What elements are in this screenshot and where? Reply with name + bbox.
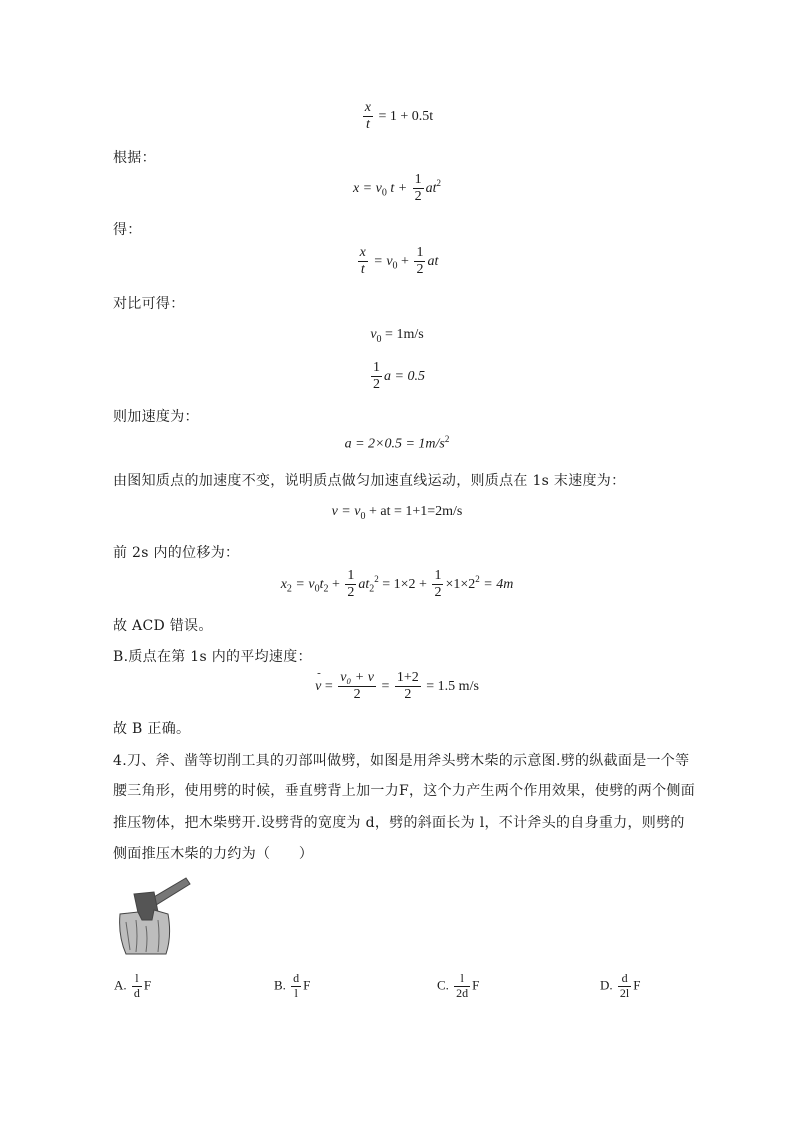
eq8-g: = 1×2 + [382, 576, 427, 592]
eq3-mid: = v [373, 253, 393, 269]
eq2-sup: 2 [436, 178, 442, 189]
eq8-b-sub: 0 [314, 583, 320, 595]
eq8-i: = 4m [483, 576, 514, 592]
option-b-num: d [293, 971, 300, 985]
option-c-unit: F [472, 977, 480, 993]
eq8-e-sup: 2 [374, 574, 379, 585]
eq8-d: + [331, 576, 340, 592]
option-b-den: l [294, 985, 298, 1000]
option-d-label: D. [600, 977, 613, 993]
eq2-frac-num: 1 [413, 172, 424, 189]
q4-line1: 4.刀、斧、凿等切削工具的刃部叫做劈，如图是用斧头劈木柴的示意图.劈的纵截面是一个等 [113, 753, 690, 769]
eq6-text: a = 2×0.5 = 1m/s [344, 436, 445, 452]
eq3-tail: at [427, 253, 439, 269]
eq9-f1-num: v₀ + v [340, 670, 374, 685]
q4-line4: 侧面推压木柴的力约为（ ） [113, 846, 314, 862]
label-de: 得： [113, 222, 142, 238]
eq2-lhs: x = v [352, 180, 382, 196]
equation-average-velocity [0, 670, 794, 703]
eq8-e-sub: 2 [369, 583, 375, 595]
option-b-unit: F [303, 977, 311, 993]
option-a-unit: F [143, 977, 152, 993]
label-jiasudu: 则加速度为： [113, 409, 199, 425]
option-a-den: d [133, 985, 140, 1000]
option-d-num: d [618, 972, 631, 987]
label-acd-wrong: 故 ACD 错误。 [113, 618, 213, 634]
label-weiyi: 前 2s 内的位移为： [113, 545, 240, 561]
eq8-b: = v [295, 576, 315, 592]
eq3-plus: + [401, 253, 409, 269]
equation-half-a [0, 360, 794, 393]
eq8-f2-den: 2 [434, 585, 442, 601]
option-d-den: 2l [619, 985, 630, 1000]
eq8-h: ×1×2 [445, 576, 476, 592]
eq5-frac-num: 1 [371, 360, 382, 377]
option-b[interactable] [274, 972, 310, 1001]
label-option-b: B.质点在第 1s 内的平均速度： [113, 649, 312, 665]
eq8-f1-den: 2 [347, 585, 355, 601]
eq1-numerator: x [364, 100, 372, 115]
option-a[interactable] [114, 972, 151, 1001]
axe-splitting-wood-figure [114, 876, 194, 958]
eq9-eq: = [324, 678, 333, 694]
eq8-h-sup: 2 [475, 574, 480, 585]
eq7-rhs: + at = 1+1=2m/s [368, 504, 463, 519]
option-c-num: l [454, 972, 470, 987]
eq2-frac-den: 2 [414, 189, 422, 205]
equation-x-over-t-general [0, 245, 794, 278]
eq2-mid: t + [390, 180, 408, 196]
eq9-f2-num: 1+2 [395, 670, 421, 687]
equation-displacement-2s [0, 568, 794, 601]
eq4-sub: 0 [376, 333, 382, 345]
eq8-f1-num: 1 [345, 568, 356, 585]
option-c-label: C. [437, 977, 449, 993]
option-c-den: 2d [456, 985, 469, 1000]
eq9-f2-den: 2 [404, 687, 412, 703]
equation-velocity [0, 504, 794, 522]
q4-line2: 腰三角形，使用劈的时候，垂直劈背上加一力F，这个力产生两个作用效果，使劈的两个侧面 [113, 783, 696, 799]
eq5-frac-den: 2 [373, 377, 381, 393]
option-a-num: l [132, 972, 142, 987]
option-c[interactable] [437, 972, 479, 1001]
eq1-denominator: t [365, 117, 370, 133]
equation-acceleration [0, 434, 794, 453]
eq8-f2-num: 1 [432, 568, 443, 585]
eq8-e: at [358, 576, 370, 592]
eq4-lhs: v [370, 327, 377, 342]
eq9-vbar: - v [315, 679, 321, 695]
eq3-den: t [360, 262, 365, 278]
eq3-num: x [359, 245, 366, 260]
equation-x-over-t [0, 100, 794, 133]
eq8-c: t [319, 576, 324, 592]
eq4-rhs: = 1m/s [385, 327, 424, 342]
eq9-tail: = 1.5 m/s [426, 678, 479, 694]
label-genju: 根据： [113, 150, 156, 166]
eq3-sub: 0 [392, 260, 398, 272]
eq2-tail: at [425, 180, 437, 196]
eq6-sup: 2 [444, 434, 450, 444]
eq1-rhs: = 1 + 0.5t [378, 108, 434, 124]
equation-displacement [0, 172, 794, 205]
paragraph-uniform-acceleration: 由图知质点的加速度不变，说明质点做匀加速直线运动，则质点在 1s 末速度为： [113, 473, 626, 489]
eq7-sub: 0 [360, 510, 366, 522]
label-duibi: 对比可得： [113, 296, 185, 312]
q4-line3: 推压物体，把木柴劈开.设劈背的宽度为 d，劈的斜面长为 l，不计斧头的自身重力，则劈的 [113, 815, 685, 831]
eq5-rhs: a = 0.5 [384, 368, 425, 384]
eq8-a-sub: 2 [286, 583, 292, 595]
eq9-eq2: = [381, 678, 390, 694]
eq7-lhs: v = v [331, 504, 361, 519]
eq2-sub: 0 [381, 187, 387, 199]
option-b-label: B. [274, 977, 286, 993]
option-d[interactable] [600, 972, 640, 1001]
eq8-a: x [280, 576, 287, 592]
eq9-f1-den: 2 [353, 687, 361, 703]
option-d-unit: F [633, 977, 641, 993]
label-b-correct: 故 B 正确。 [113, 721, 191, 737]
eq8-c-sub: 2 [323, 583, 329, 595]
eq3-frac-den: 2 [416, 262, 424, 278]
equation-v0 [0, 327, 794, 345]
option-a-label: A. [114, 977, 127, 993]
eq3-frac-num: 1 [414, 245, 425, 262]
